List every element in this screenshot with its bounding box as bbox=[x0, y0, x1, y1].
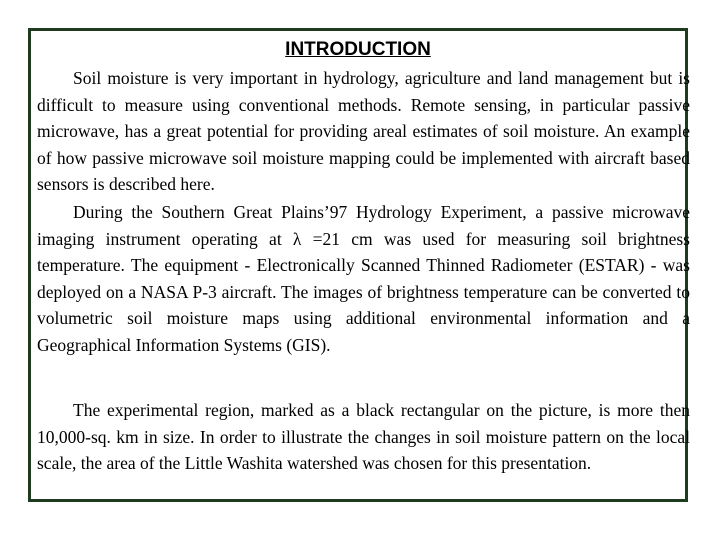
document-title: INTRODUCTION bbox=[285, 39, 431, 60]
paragraph-sgp97-experiment: During the Southern Great Plains’97 Hydrology Experiment, a passive microwave imaging instrument operating at λ =21 cm was used for measuring soil brightness temperature. The equipment - Electronically Scanned Thinned Radiometer (ESTAR) - was deployed on a NASA P-3 aircraft. The images of brightness temperature can be converted to volumetric soil moisture maps using additional environmental information and a Geographical Information Systems (GIS). bbox=[37, 202, 690, 355]
document-frame bbox=[28, 28, 688, 502]
paragraph-soil-moisture-intro: Soil moisture is very important in hydrology, agriculture and land management but is difficult to measure using conventional methods. Remote sensing, in particular passive microwave, has a great potential for providing areal estimates of soil moisture. An example of how passive microwave soil moisture mapping could be implemented with aircraft based sensors is described here. bbox=[37, 68, 690, 195]
paragraph-experimental-region: The experimental region, marked as a black rectangular on the picture, is more then 10,000-sq. km in size. In order to illustrate the changes in soil moisture pattern on the local scale, the area of the Little Washita watershed was chosen for this presentation. bbox=[37, 400, 690, 474]
